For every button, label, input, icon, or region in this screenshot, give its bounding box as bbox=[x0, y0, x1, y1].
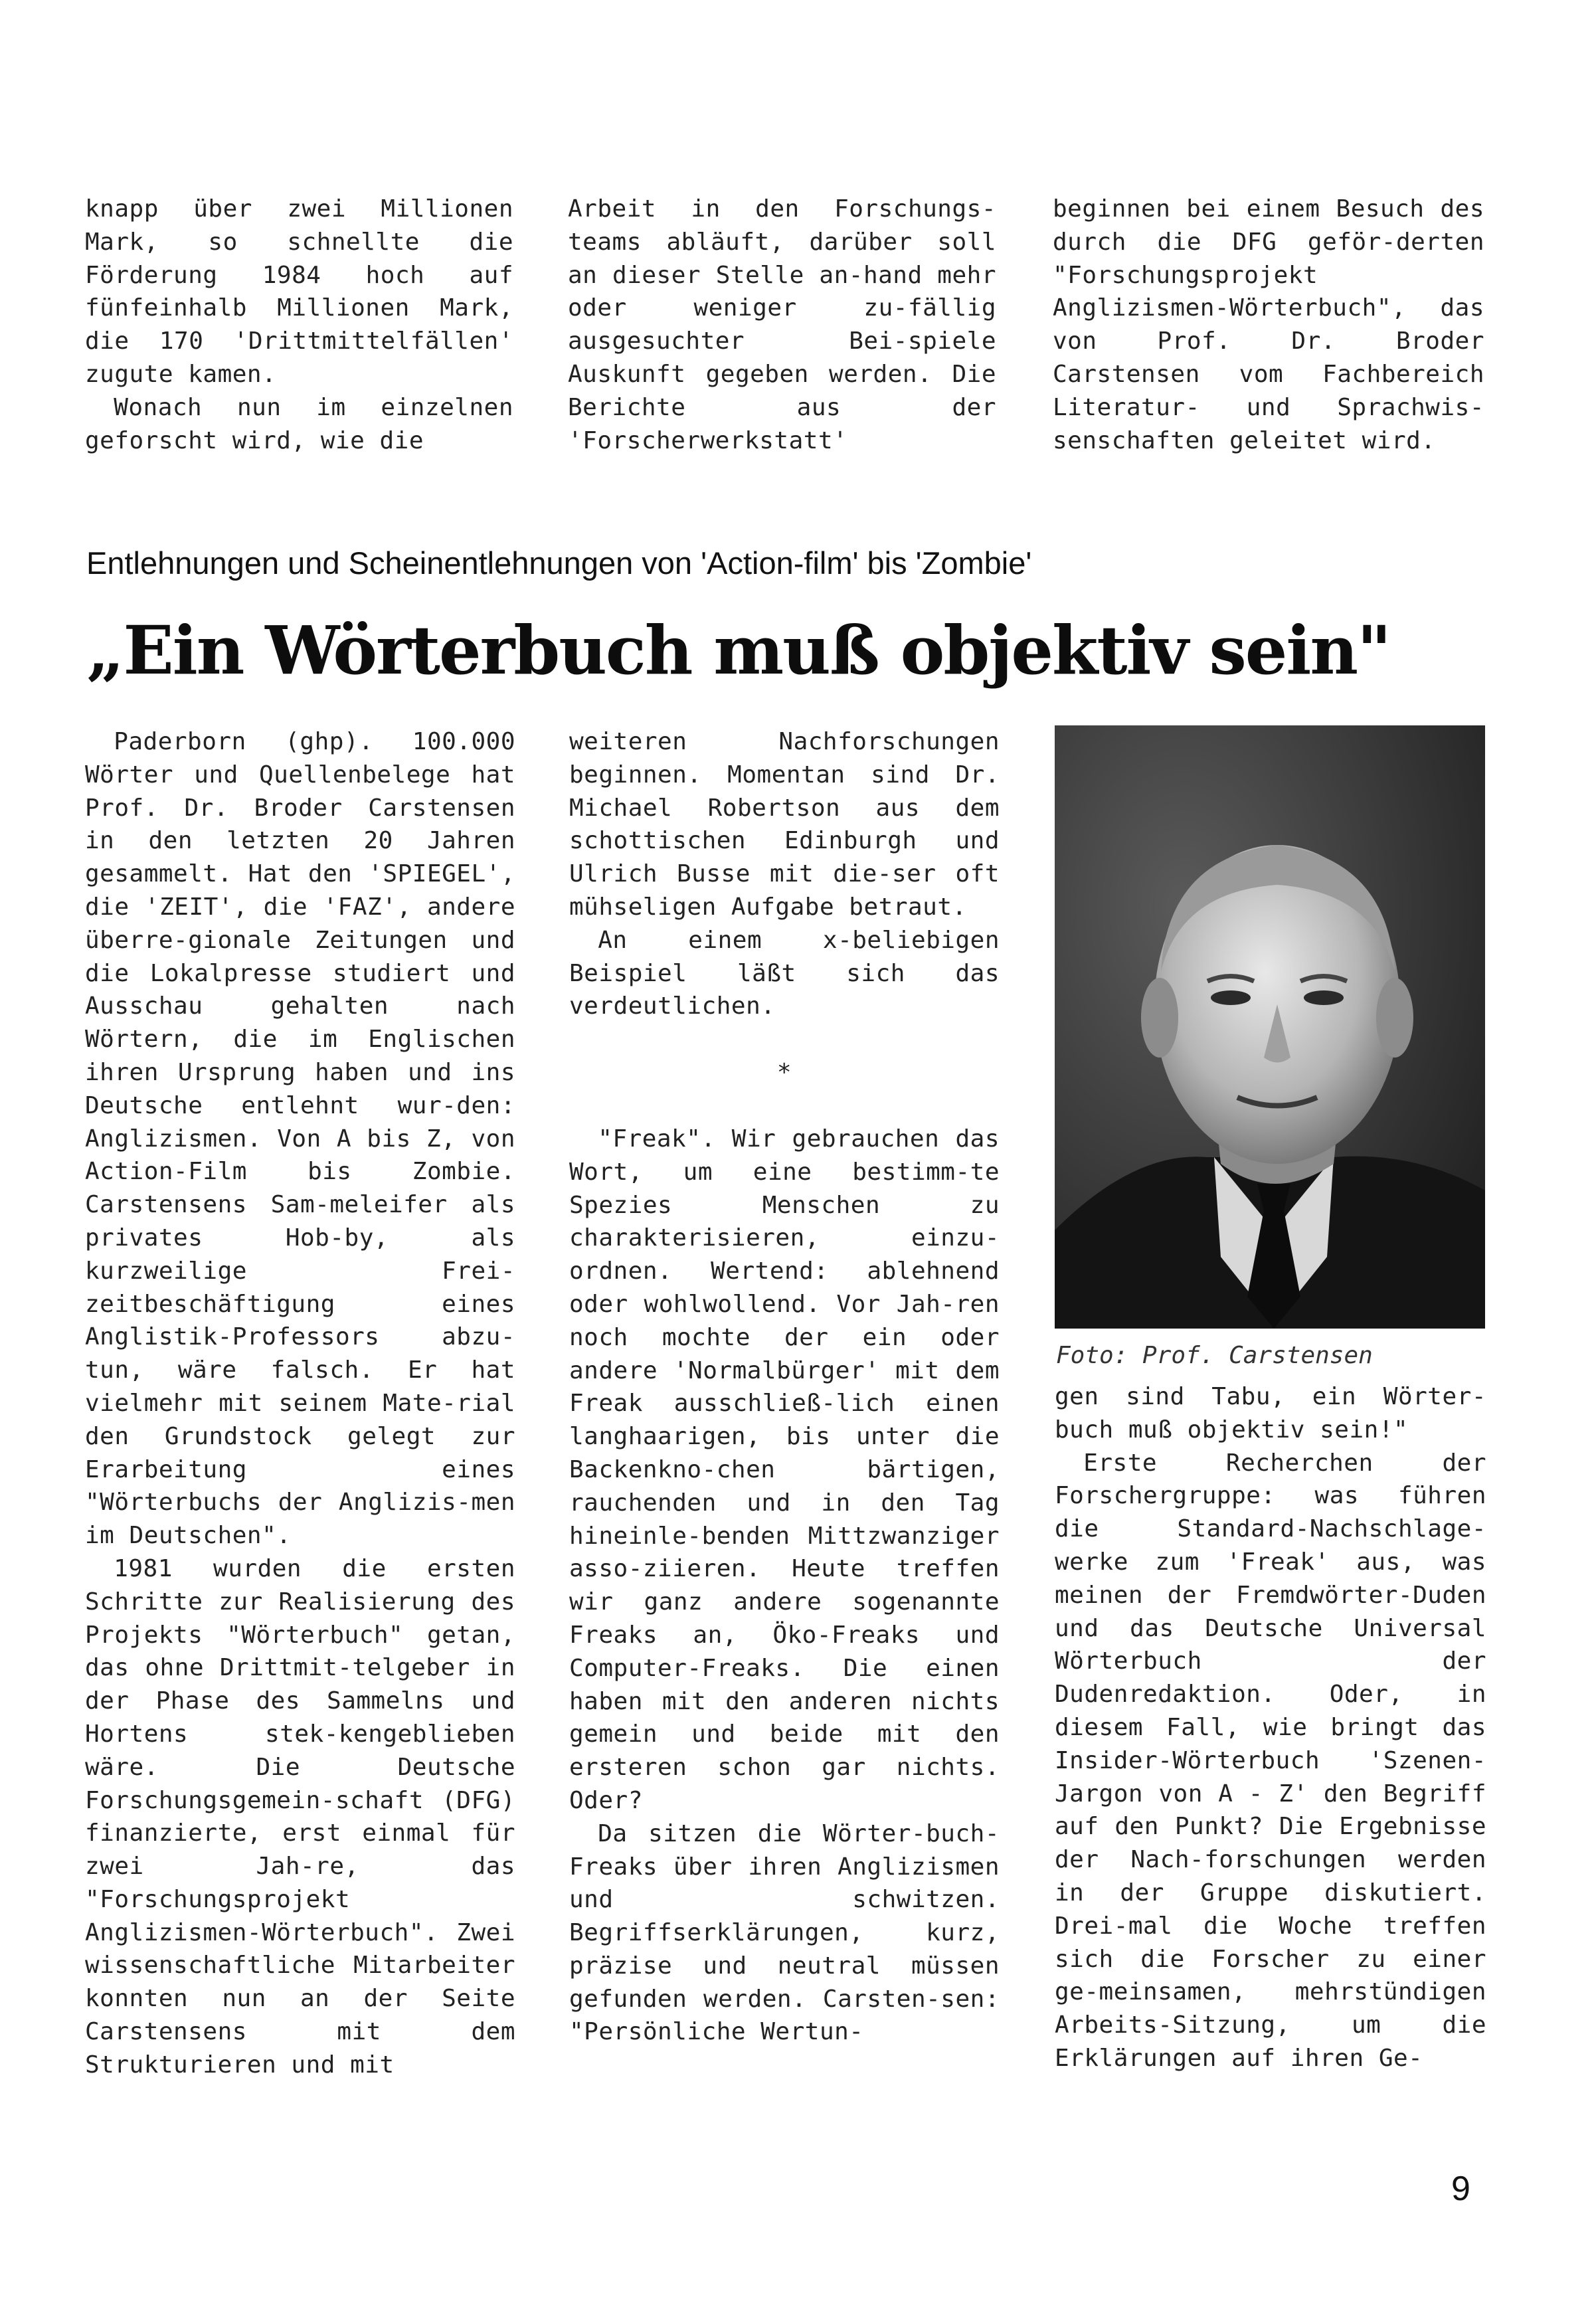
portrait-photo bbox=[1055, 725, 1485, 1329]
top-column-3 bbox=[1053, 193, 1484, 457]
article-headline: „Ein Wörterbuch muß objektiv sein" bbox=[86, 611, 1391, 690]
article-paragraph: gen sind Tabu, ein Wörter-buch muß objektiv sein!" bbox=[1055, 1383, 1486, 1443]
top-col1-paragraph: Wonach nun im einzelnen geforscht wird, wie die bbox=[85, 393, 513, 454]
article-paragraph: An einem x-beliebigen Beispiel läßt sich das verdeutlichen. bbox=[569, 926, 1000, 1020]
article-paragraph: Erste Recherchen der Forschergruppe: was führen die Standard-Nachschlage-werke zum 'Freak' aus, was meinen der Fremdwörter-Duden und das Deutsche Universal Wörterbuch der Dudenredaktion. Oder, in diesem Fall, wie bringt das Insider-Wörterbuch 'Szenen-Jargon von A - Z' den Begriff auf den Punkt? Die Ergebnisse der Nach-forschungen werden in der Gruppe diskutiert. Drei-mal die Woche treffen sich die Forscher zu einer ge-meinsamen, mehrstündigen Arbeits-Sitzung, um die Erklärungen auf ihren Ge- bbox=[1055, 1449, 1486, 2072]
portrait-image bbox=[1055, 725, 1485, 1329]
top-column-1 bbox=[85, 193, 513, 457]
article-paragraph: Paderborn (ghp). 100.000 Wörter und Quellenbelege hat Prof. Dr. Broder Carstensen in den letzten 20 Jahren gesammelt. Hat den 'SPIEGEL', die 'ZEIT', die 'FAZ', andere überre-gionale Zeitungen und die Lokalpresse studiert und Ausschau gehalten nach Wörtern, die im Englischen ihren Ursprung haben und ins Deutsche entlehnt wur-den: Anglizismen. Von A bis Z, von Action-Film bis Zombie. Carstensens Sam-meleifer als privates Hob-by, als kurzweilige Frei-zeitbeschäftigung eines Anglistik-Professors abzu-tun, wäre falsch. Er hat vielmehr mit seinem Mate-rial den Grundstock gelegt zur Erarbeitung eines "Wörterbuchs der Anglizis-men im Deutschen". bbox=[85, 728, 515, 1550]
article-paragraph: weiteren Nachforschungen beginnen. Momentan sind Dr. Michael Robertson aus dem schottischen Edinburgh und Ulrich Busse mit die-ser oft mühseligen Aufgabe betraut. bbox=[569, 728, 1000, 921]
article-column-2 bbox=[569, 725, 1000, 2049]
section-separator-star: * bbox=[776, 1059, 792, 1087]
article-column-1 bbox=[85, 725, 515, 2082]
article-subtitle: Entlehnungen und Scheinentlehnungen von 'Action-film' bis 'Zombie' bbox=[86, 545, 1032, 581]
top-column-2 bbox=[568, 193, 996, 457]
top-col1-paragraph: knapp über zwei Millionen Mark, so schnellte die Förderung 1984 hoch auf fünfeinhalb Millionen Mark, die 170 'Drittmittelfällen' zugute kamen. bbox=[85, 195, 513, 388]
article-paragraph: Da sitzen die Wörter-buch-Freaks über ihren Anglizismen und schwitzen. Begriffserklärungen, kurz, präzise und neutral müssen gefunden werden. Carsten-sen: "Persönliche Wertun- bbox=[569, 1819, 1000, 2046]
top-col2-paragraph: Arbeit in den Forschungs-teams abläuft, darüber soll an dieser Stelle an-hand mehr oder weniger zu-fällig ausgesuchter Bei-spiele Auskunft gegeben werden. Die Berichte aus der 'Forscherwerkstatt' bbox=[568, 195, 996, 454]
article-paragraph: "Freak". Wir gebrauchen das Wort, um eine bestimm-te Spezies Menschen zu charakterisieren, einzu-ordnen. Wertend: ablehnend oder wohlwollend. Vor Jah-ren noch mochte der ein oder andere 'Normalbürger' mit dem Freak ausschließ-lich einen langhaarigen, bis unter die Backenkno-chen bärtigen, rauchenden und in den Tag hineinle-benden Mittzwanziger asso-ziieren. Heute treffen wir ganz andere sogenannte Freaks an, Öko-Freaks und Computer-Freaks. Die einen haben mit den anderen nichts gemein und beide mit den ersteren schon gar nichts. Oder? bbox=[569, 1125, 1000, 1814]
page-number: 9 bbox=[1451, 2170, 1470, 2208]
photo-caption: Foto: Prof. Carstensen bbox=[1056, 1342, 1373, 1369]
article-paragraph: 1981 wurden die ersten Schritte zur Realisierung des Projekts "Wörterbuch" getan, das ohne Drittmit-telgeber in der Phase des Sammelns und Hortens stek-kengeblieben wäre. Die Deutsche Forschungsgemein-schaft (DFG) finanzierte, erst einmal für zwei Jah-re, das "Forschungsprojekt Anglizismen-Wörterbuch". Zwei wissenschaftliche Mitarbeiter konnten nun an der Seite Carstensens mit dem Strukturieren und mit bbox=[85, 1554, 515, 2079]
article-column-3 bbox=[1055, 1380, 1486, 2075]
top-col3-paragraph: beginnen bei einem Besuch des durch die DFG geför-derten "Forschungsprojekt Anglizismen-Wörterbuch", das von Prof. Dr. Broder Carstensen vom Fachbereich Literatur- und Sprachwis-senschaften geleitet wird. bbox=[1053, 195, 1484, 454]
